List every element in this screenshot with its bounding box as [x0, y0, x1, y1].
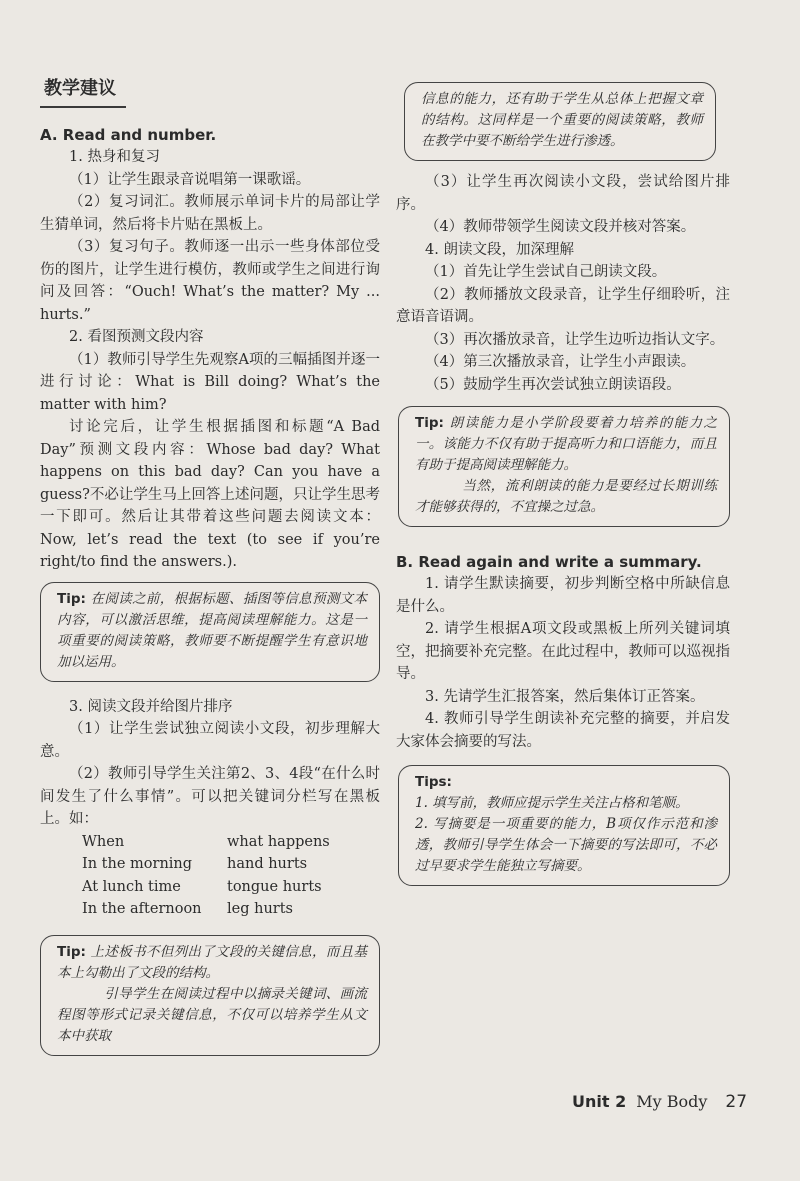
paragraph: 3. 先请学生汇报答案，然后集体订正答案。: [425, 688, 705, 705]
table-row: [82, 831, 330, 854]
paragraph: （3）让学生再次阅读小文段，尝试给图片排序。: [396, 174, 730, 213]
paragraph: 2. 请学生根据A项文段或黑板上所列关键词填空，把摘要补充完整。在此过程中，教师可以巡视指导。: [396, 621, 730, 682]
paragraph: 1. 热身和复习: [69, 149, 160, 165]
tip-text: 引导学生在阅读过程中以摘录关键词、画流程图等形式记录关键信息，不仅可以培养学生从文本中获取: [57, 985, 367, 1044]
tip-box-continued: [404, 82, 716, 161]
paragraph: （1）让学生尝试独立阅读小文段，初步理解大意。: [40, 721, 380, 760]
paragraph: 2. 看图预测文段内容: [69, 329, 204, 345]
tip-label: Tip:: [415, 415, 444, 431]
tip-box-prediction: [40, 582, 380, 682]
paragraph: 1. 请学生默读摘要，初步判断空格中所缺信息是什么。: [396, 576, 730, 615]
paragraph: （3）再次播放录音，让学生边听边指认文字。: [425, 331, 725, 348]
tips-box-summary: [398, 765, 730, 886]
paragraph: （1）教师引导学生先观察A项的三幅插图并逐一进行讨论：What is Bill doing? What’s the matter with him?: [40, 351, 380, 413]
page-number: 27: [725, 1092, 748, 1112]
unit-label: Unit 2: [572, 1092, 627, 1111]
tip-box-board-notes: [40, 935, 380, 1056]
heading-read-again: B. Read again and write a summary.: [396, 553, 702, 571]
table-cell: what happens: [227, 833, 330, 850]
paragraph: （1）首先让学生尝试自己朗读文段。: [425, 264, 667, 280]
table-row: [82, 876, 330, 899]
tip-label: Tips:: [415, 774, 452, 790]
tip-text: 朗读能力是小学阶段要着力培养的能力之一。该能力不仅有助于提高听力和口语能力，而且有助于提高阅读理解能力。: [415, 415, 718, 473]
paragraph: （1）让学生跟录音说唱第一课歌谣。: [69, 171, 311, 188]
tip-text: 2. 写摘要是一项重要的能力，B项仅作示范和渗透，教师引导学生体会一下摘要的写法即可，不必过早要求学生能独立写摘要。: [415, 816, 717, 874]
paragraph: （2）教师播放文段录音，让学生仔细聆听，注意语音语调。: [396, 286, 730, 325]
tip-label: Tip:: [57, 590, 86, 607]
tip-text: 在阅读之前，根据标题、插图等信息预测文本内容，可以激活思维，提高阅读理解能力。这是一项重要的阅读策略，教师要不断提醒学生有意识地加以运用。: [57, 590, 368, 670]
page-footer: [572, 1092, 747, 1112]
paragraph: 3. 阅读文段并给图片排序: [69, 698, 233, 715]
tip-text: 上述板书不但列出了文段的关键信息，而且基本上勾勒出了文段的结构。: [57, 943, 368, 981]
table-cell: At lunch time: [82, 878, 181, 895]
paragraph: 4. 朗读文段，加深理解: [425, 241, 574, 258]
section-title: 教学建议: [40, 70, 126, 108]
right-column: [396, 82, 730, 886]
keyword-table: [82, 831, 330, 921]
paragraph: 讨论完后，让学生根据插图和标题“A Bad Day”预测文段内容：Whose bad day? What happens on this bad day? Can you have a guess?不必让学生马上回答上述问题，只让学生思考一下即可。然后让其带着这些问题去阅读文本：Now, let’s read the text (to see if you’re right/to find the answers.).: [40, 419, 380, 570]
paragraph: （2）复习词汇。教师展示单词卡片的局部让学生猜单词，然后将卡片贴在黑板上。: [40, 194, 380, 233]
table-cell: tongue hurts: [227, 878, 322, 895]
paragraph: 4. 教师引导学生朗读补充完整的摘要，并启发大家体会摘要的写法。: [396, 711, 730, 750]
tip-text: 当然，流利朗读的能力是要经过长期训练才能够获得的，不宜操之过急。: [415, 478, 717, 515]
paragraph: （5）鼓励学生再次尝试独立朗读语段。: [425, 376, 681, 393]
tip-text: 1. 填写前，教师应提示学生关注占格和笔顺。: [415, 795, 689, 811]
tip-text: 信息的能力，还有助于学生从总体上把握文章的结构。这同样是一个重要的阅读策略，教师在教学中要不断给学生进行渗透。: [421, 91, 703, 149]
paragraph: （4）教师带领学生阅读文段并核对答案。: [425, 219, 696, 235]
table-cell: In the afternoon: [82, 901, 202, 917]
tip-label: Tip:: [57, 943, 86, 960]
paragraph: （2）教师引导学生关注第2、3、4段“在什么时间发生了什么事情”。可以把关键词分栏写在黑板上。如：: [40, 766, 380, 827]
tip-box-reading-aloud: [398, 406, 730, 527]
table-cell: hand hurts: [227, 856, 308, 872]
paragraph: （3）复习句子。教师逐一出示一些身体部位受伤的图片，让学生进行模仿，教师或学生之间进行询问及回答：“Ouch! What’s the matter? My ... hurts.”: [40, 239, 380, 323]
left-column: [40, 124, 380, 1056]
unit-title: My Body: [636, 1092, 708, 1111]
paragraph: （4）第三次播放录音，让学生小声跟读。: [425, 354, 696, 370]
table-row: [82, 853, 330, 876]
table-cell: leg hurts: [227, 901, 293, 917]
table-row: [82, 898, 330, 921]
heading-read-and-number: A. Read and number.: [40, 126, 217, 144]
table-cell: When: [82, 833, 125, 850]
table-cell: In the morning: [82, 856, 193, 872]
